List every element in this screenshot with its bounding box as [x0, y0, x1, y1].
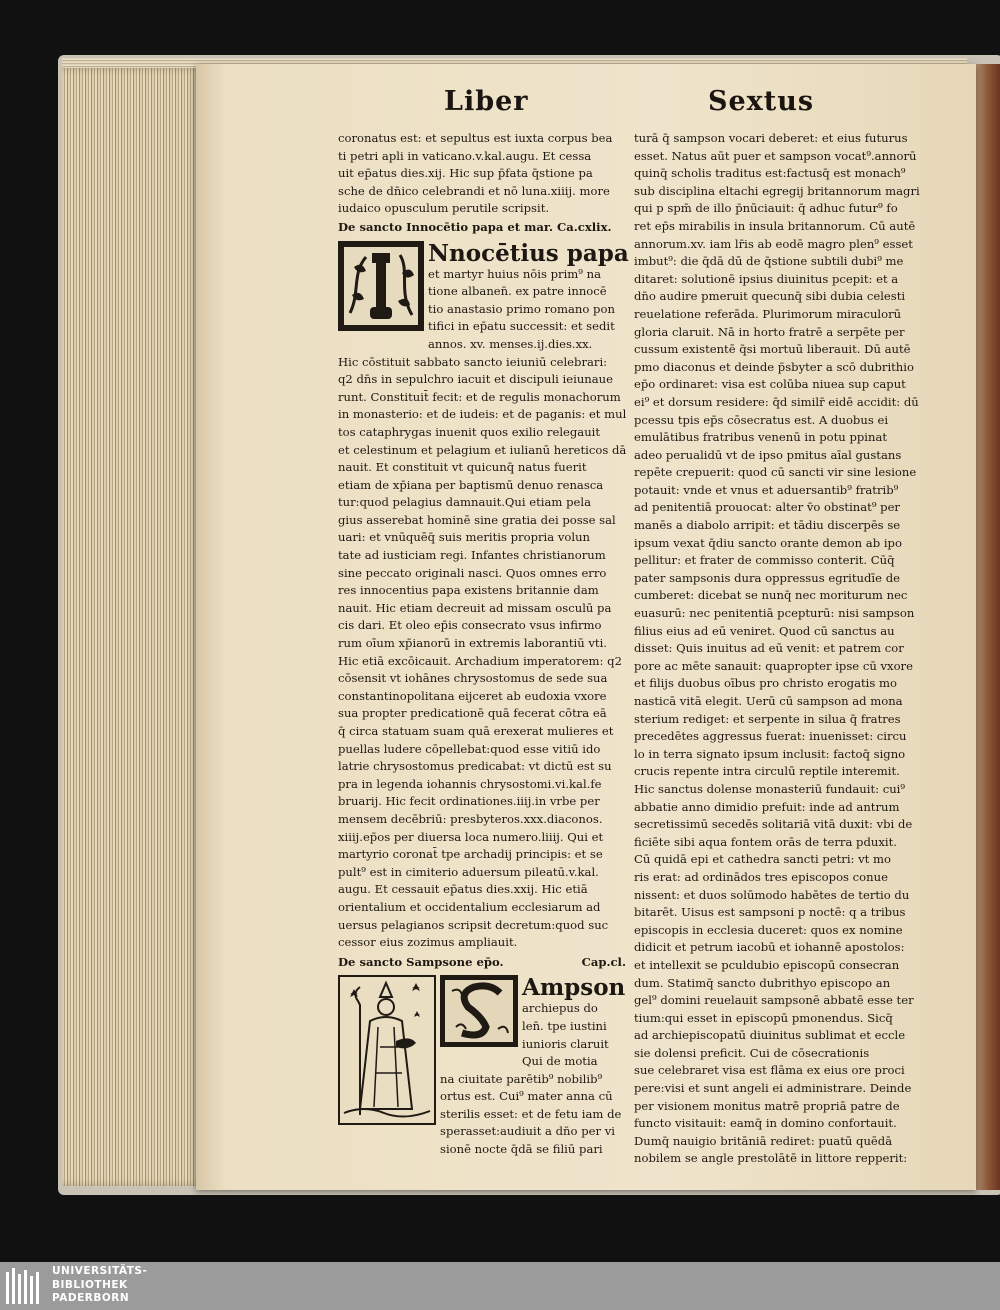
text-line: didicit et petrum iacobū et iohannē apostolos: [634, 940, 905, 955]
text-line: episcopis in ecclesia duceret: quos ex nomine [634, 922, 903, 937]
text-line: sterilis esset: et de fetu iam de [440, 1106, 622, 1121]
sampson-head-text [522, 975, 625, 1070]
text-line: pellitur: et frater de commisso conterit. Cūq̄ [634, 553, 895, 568]
text-line: pcessu tpis ep̄s cōsecratus est. A duobus ei [634, 412, 889, 427]
text-line: ad archiepiscopatū diuinitus sublimat et eccle [634, 1028, 906, 1043]
running-head-right: Sextus [708, 86, 815, 117]
text-line: cussum existentē q̄si mortuū liberauit. Dū autē [634, 342, 911, 357]
text-line: nauit. Et constituit vt quicunq̄ natus fuerit [338, 460, 587, 475]
text-line: iunioris claruit [522, 1036, 609, 1051]
text-line: ret ep̄s mirabilis in insula britannorum. Cū autē [634, 218, 916, 233]
text-line: annos. xv. menses.ij.dies.xx. [428, 336, 593, 351]
bishop-woodcut [338, 975, 436, 1125]
text-line: sche de dn̄ico celebrandi et nō luna.xiiij. more [338, 183, 610, 198]
text-line: ris erat: ad ordinādos tres episcopos conue [634, 869, 888, 884]
text-line: sie dolensi preficit. Cui de cōsecrationis [634, 1045, 870, 1060]
text-line: martyrio coronat̄ tpe archadij principis: et se [338, 847, 603, 862]
text-line: quinq̄ scholis traditus est:factusq̄ est monach⁹ [634, 166, 906, 181]
text-line: tur:quod pelagius damnauit.Qui etiam pela [338, 495, 591, 510]
text-line: res innocentius papa existens britannie dam [338, 583, 599, 598]
text-line: abbatie anno dimidio prefuit: inde ad antrum [634, 799, 900, 814]
text-line: tione albanen̄. ex patre innocē [428, 284, 607, 299]
text-line: rum oīum xp̄ianorū in extremis laborantiū vti. [338, 636, 607, 651]
text-line: ficiēte sibi aqua fontem orās de terra pduxit. [634, 834, 897, 849]
text-line: pore ac mēte sanauit: quapropter ipse cū vxore [634, 658, 913, 673]
text-line: precedētes aggressus fuerat: inuenisset: circu [634, 729, 907, 744]
text-line: tio anastasio primo romano pon [428, 301, 615, 316]
text-line: potauit: vnde et vnus et aduersantib⁹ fratrib⁹ [634, 482, 899, 497]
text-line: dum. Statimq̄ sancto dubrithyo episcopo an [634, 975, 891, 990]
text-line: et martyr huius nōis prim⁹ na [428, 266, 602, 281]
sampson-initial-row [440, 975, 625, 1070]
sampson-initial-area [440, 975, 625, 1158]
text-line: iudaico opusculum perutile scripsit. [338, 201, 550, 216]
chapter-rubric-innocent: De sancto Innocētio papa et mar. Ca.cxlix. [338, 219, 612, 234]
text-line: nobilem se angle prestolātē in littore repperit: [634, 1151, 908, 1166]
text-line: coronatus est: et sepultus est iuxta corpus bea [338, 131, 613, 145]
library-name-line1: UNIVERSITÄTS- [52, 1265, 148, 1277]
text-line: q2 dn̄s in sepulchro iacuit et discipuli ieiunaue [338, 372, 614, 387]
text-line: adeo perualidū vt de ipso pmitus aīal gustans [634, 447, 902, 462]
sampson-side-lines [522, 1000, 625, 1070]
chapter-number: Cap.cl. [581, 954, 626, 969]
text-line: archiepus do [522, 1001, 598, 1016]
right-lines [634, 130, 924, 1168]
library-name-line3: PADERBORN [52, 1292, 130, 1304]
text-line: cumberet: dicebat se nunq̄ nec moriturum nec [634, 588, 908, 603]
text-line: etiam de xp̄iana per baptismū denuo renasca [338, 477, 604, 492]
text-line: secretissimū secedēs solitariā vitā duxit: vbi de [634, 817, 913, 832]
text-line: sine peccato originali nasci. Quos omnes erro [338, 565, 607, 580]
text-line: cessor eius zozimus ampliauit. [338, 935, 518, 950]
library-name [52, 1265, 147, 1306]
initial-s-woodcut [442, 977, 516, 1045]
text-line: filius eius ad eū veniret. Quod cū sanctus au [634, 623, 895, 638]
library-logo-icon [4, 1266, 46, 1306]
innocent-head-text [428, 241, 629, 354]
text-line: Hic etiā excōicauit. Archadium imperatorem: q2 [338, 653, 622, 668]
text-line: ei⁹ et dorsum residere: q̄d similr̄ eidē accidit: dū [634, 394, 919, 409]
text-line: sionē nocte q̄dā se filiū pari [440, 1142, 603, 1157]
text-line: qui p spm̄ de illo p̄nūciauit: q̄ adhuc futur⁹ fo [634, 201, 898, 216]
text-line: latrie chrysostomus predicabat: vt dictū est su [338, 759, 612, 774]
text-line: reuelatione referāda. Plurimorum miraculorū [634, 306, 902, 321]
text-line: Hic sanctus dolense monasteriū fundauit: cui⁹ [634, 781, 906, 796]
text-line: annorum.xv. iam lr̄is ab eodē magro plen⁹ esset [634, 236, 913, 251]
text-line: uit ep̄atus dies.xij. Hic sup p̄fata q̄stione pa [338, 166, 593, 181]
sampson-lines [440, 1071, 625, 1159]
text-line: crucis repente intra circulū reptile interemit. [634, 764, 900, 779]
text-line: disset: Quis inuitus ad eū venit: et patrem cor [634, 641, 904, 656]
text-line: sub disciplina eltachi egregij britannorum magri [634, 183, 920, 198]
text-line: pmo diaconus et deinde p̄sbyter a scō dubrithio [634, 359, 914, 374]
text-line: ditaret: solutionē ipsius diuinitus pcepit: et a [634, 271, 899, 286]
text-line: runt. Constituit̄ fecit: et de regulis monachorum [338, 389, 621, 404]
text-line: et intellexit se pculdubio episcopū consecran [634, 957, 900, 972]
text-line: tium:qui esset in episcopū pmonendus. Sicq̄ [634, 1010, 893, 1025]
text-line: repēte crepuerit: quod cū sancti vir sine lesione [634, 465, 917, 480]
decorated-initial-s [440, 975, 518, 1047]
innocent-opening [338, 239, 629, 354]
text-line: Cū quidā epi et cathedra sancti petri: vt mo [634, 852, 891, 867]
innocent-head-lines [428, 266, 629, 354]
sampson-opening [338, 975, 626, 1158]
left-column [338, 130, 629, 1159]
text-line: functo visitauit: eamq̄ in domino confortauit. [634, 1116, 897, 1131]
text-line: nasticā vitā elegit. Uerū cū sampson ad mona [634, 694, 903, 708]
text-line: in monasterio: et de iudeis: et de paganis: et mul [338, 407, 626, 422]
text-line: bitarēt. Uisus est sampsoni p noctē: q a tribus [634, 905, 906, 920]
text-line: q̄ circa statuam suam quā erexerat mulieres et [338, 724, 614, 738]
text-line: mensem decēbriū: presbyteros.xxx.diaconos. [338, 811, 603, 826]
text-line: manēs a diabolo arripit: et tādiu discerpēs se [634, 518, 901, 533]
text-line: euasurū: nec penitentiā pcepturū: nisi sampson [634, 606, 915, 621]
sampson-title: Ampson [522, 974, 626, 1002]
library-footer [0, 1262, 1000, 1310]
text-line: gel⁹ domini reuelauit sampsonē abbatē esse ter [634, 993, 914, 1008]
text-line: turā q̄ sampson vocari deberet: et eius futurus [634, 131, 908, 145]
text-line: ep̄o ordinaret: visa est colūba niuea sup caput [634, 377, 906, 392]
text-line: ti petri apli in vaticano.v.kal.augu. Et cessa [338, 148, 592, 163]
text-line: nissent: et duos solūmodo habētes de tertio du [634, 887, 910, 902]
text-line: gius asserebat hominē sine gratia dei posse sal [338, 512, 616, 527]
text-line: pere:visi et sunt angeli ei administrare. Deinde [634, 1081, 912, 1096]
text-line: lo in terra signato ipsum inclusit: factoq̄ signo [634, 746, 906, 761]
text-line: sperasset:audiuit a dn̄o per vi [440, 1124, 615, 1139]
text-line: bruarij. Hic fecit ordinationes.iiij.in vrbe per [338, 794, 600, 809]
text-line: ad penitentiā prouocat: alter v̄o obstinat⁹ per [634, 500, 900, 515]
text-line: orientalium et occidentalium ecclesiarum ad [338, 899, 601, 914]
left-lines-before [338, 130, 626, 218]
text-line: na ciuitate parētib⁹ nobilib⁹ [440, 1071, 603, 1086]
text-line: cōsensit vt iohānes chrysostomus de sede sua [338, 671, 608, 686]
text-line: tos cataphrygas inuenit quos exilio relegauit [338, 424, 601, 439]
text-line: gloria claruit. Nā in horto fratrē a serpēte per [634, 324, 905, 339]
bishop-illustration [340, 977, 434, 1123]
text-line: nauit. Hic etiam decreuit ad missam osculū pa [338, 600, 612, 615]
text-line: pra in legenda iohannis chrysostomi.vi.kal.fe [338, 776, 602, 791]
text-line: esset. Natus aūt puer et sampson vocat⁹.annorū [634, 148, 917, 163]
chapter-rubric-sampson: De sancto Sampsone ep̄o. [338, 954, 504, 969]
text-line: Hic cōstituit sabbato sancto ieiuniū celebrari: [338, 354, 608, 369]
text-line: ipsum vexat q̄diu sancto orante demon ab ipo [634, 535, 902, 550]
text-line: tifici in ep̄atu successit: et sedit [428, 319, 615, 334]
text-line: sterium rediget: et serpente in silua q̄ fratres [634, 711, 901, 726]
library-name-line2: BIBLIOTHEK [52, 1278, 128, 1291]
text-line: tate ad iusticiam regi. Infantes christianorum [338, 548, 606, 563]
text-line: constantinopolitana eijceret ab eudoxia vxore [338, 688, 607, 703]
innocent-body [338, 354, 626, 952]
text-line: augu. Et cessauit ep̄atus dies.xxij. Hic etiā [338, 882, 588, 897]
sampson-rubric-row [338, 954, 626, 972]
text-line: pater sampsonis dura oppressus egritudīe de [634, 570, 900, 585]
text-line: cis dari. Et oleo ep̄is consecrato vsus infirmo [338, 618, 602, 633]
text-line: ortus est. Cui⁹ mater anna cū [440, 1089, 613, 1104]
text-line: Qui de motia [522, 1054, 598, 1069]
text-line: sua propter predicationē quā fecerat cōtra eā [338, 706, 607, 721]
text-line: et filijs duobus oībus pro christo erogatis mo [634, 676, 897, 691]
running-head-left: Liber [444, 86, 529, 117]
text-line: et celestinum et pelagium et iulianū hereticos dā [338, 442, 626, 457]
text-line: xiiij.ep̄os per diuersa loca numero.liiij. Qui et [338, 829, 604, 844]
text-line: dn̄o audire pmeruit quecunq̄ sibi dubia celesti [634, 289, 906, 304]
text-line: sue celebraret visa est flāma ex eius ore proci [634, 1063, 905, 1078]
text-line: len̄. tpe iustini [522, 1018, 607, 1033]
text-line: uari: et vnūquēq̄ suis meritis propria volun [338, 530, 591, 545]
text-line: uersus pelagianos scripsit decretum:quod suc [338, 917, 609, 932]
book-page [196, 64, 976, 1190]
text-line: emulātibus fratribus venenū in potu ppinat [634, 430, 888, 445]
right-column [634, 130, 924, 1168]
innocent-title: Nnocētius papa [428, 239, 629, 267]
text-line: pult⁹ est in cimiterio aduersum pileatū.v.kal. [338, 864, 599, 879]
page-stack-edges [62, 68, 202, 1186]
initial-i-woodcut [340, 243, 422, 329]
text-line: puellas ludere cōpellebat:quod esse vitiū ido [338, 741, 601, 756]
text-line: Dumq̄ nauigio britāniā rediret: puatū quēdā [634, 1133, 893, 1148]
decorated-initial-i [338, 241, 424, 331]
text-line: per visionem monitus matrē propriā patre de [634, 1098, 900, 1113]
text-line: imbut⁹: die q̄dā dū de q̄stione subtili dubi⁹ me [634, 254, 904, 269]
